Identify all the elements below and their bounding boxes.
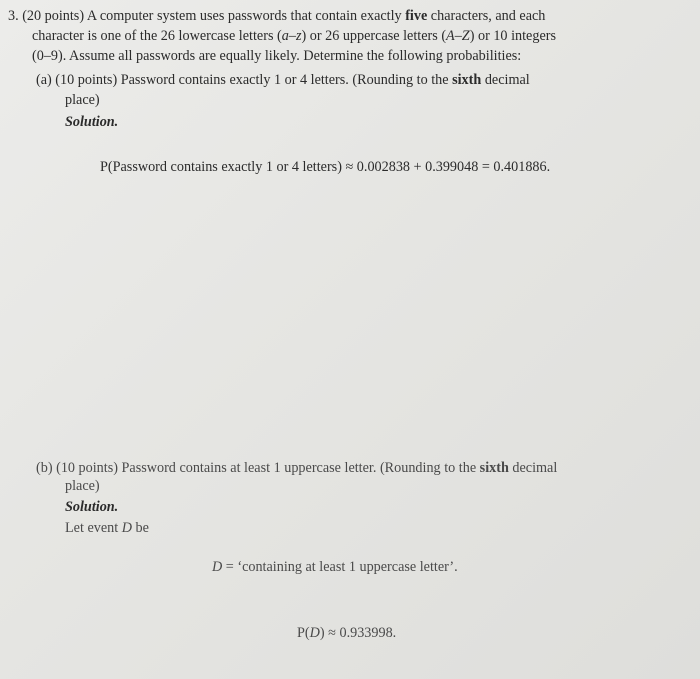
text: Let event <box>65 520 122 536</box>
text: 3. (20 points) A computer system uses passwords that contain exactly <box>8 8 406 24</box>
math-text: a–z <box>281 28 302 44</box>
part-a-question <box>36 71 530 89</box>
text: P( <box>297 625 310 641</box>
text: ) or 26 uppercase letters ( <box>301 28 447 44</box>
part-b-solution-label: Solution. <box>65 499 119 515</box>
problem-statement-line-1 <box>8 7 545 25</box>
emphasis-text: sixth <box>479 460 509 476</box>
problem-statement-line-3: (0–9). Assume all passwords are equally likely. Determine the following probabilities: <box>32 48 522 64</box>
text: ) ≈ 0.933998. <box>319 625 397 641</box>
part-a-answer: P(Password contains exactly 1 or 4 letters) ≈ 0.002838 + 0.399048 = 0.401886. <box>100 159 551 175</box>
text: (b) (10 points) Password contains at least 1 uppercase letter. (Rounding to the <box>36 460 480 476</box>
part-a-solution-label: Solution. <box>65 114 119 130</box>
math-var: D <box>309 625 320 641</box>
part-b-event-definition <box>212 558 458 576</box>
part-b-question-cont: place) <box>65 478 100 494</box>
text: character is one of the 26 lowercase letters ( <box>32 28 282 44</box>
part-b-answer <box>297 624 396 642</box>
math-var: D <box>121 520 132 536</box>
text: ) or 10 integers <box>469 28 556 44</box>
emphasis-text: sixth <box>452 72 482 88</box>
text: decimal <box>508 460 558 476</box>
part-a-question-cont: place) <box>65 92 100 108</box>
text: characters, and each <box>427 8 546 24</box>
part-b-question <box>36 459 557 477</box>
part-b-let-event <box>65 519 149 537</box>
text: = ‘containing at least 1 uppercase letter’. <box>222 559 458 575</box>
text: (a) (10 points) Password contains exactly 1 or 4 letters. (Rounding to the <box>36 72 453 88</box>
text: decimal <box>481 72 530 88</box>
text: be <box>131 520 149 536</box>
problem-statement-line-2 <box>32 27 556 45</box>
math-var: D <box>212 559 223 575</box>
math-text: A–Z <box>446 28 470 44</box>
emphasis-text: five <box>405 8 428 24</box>
